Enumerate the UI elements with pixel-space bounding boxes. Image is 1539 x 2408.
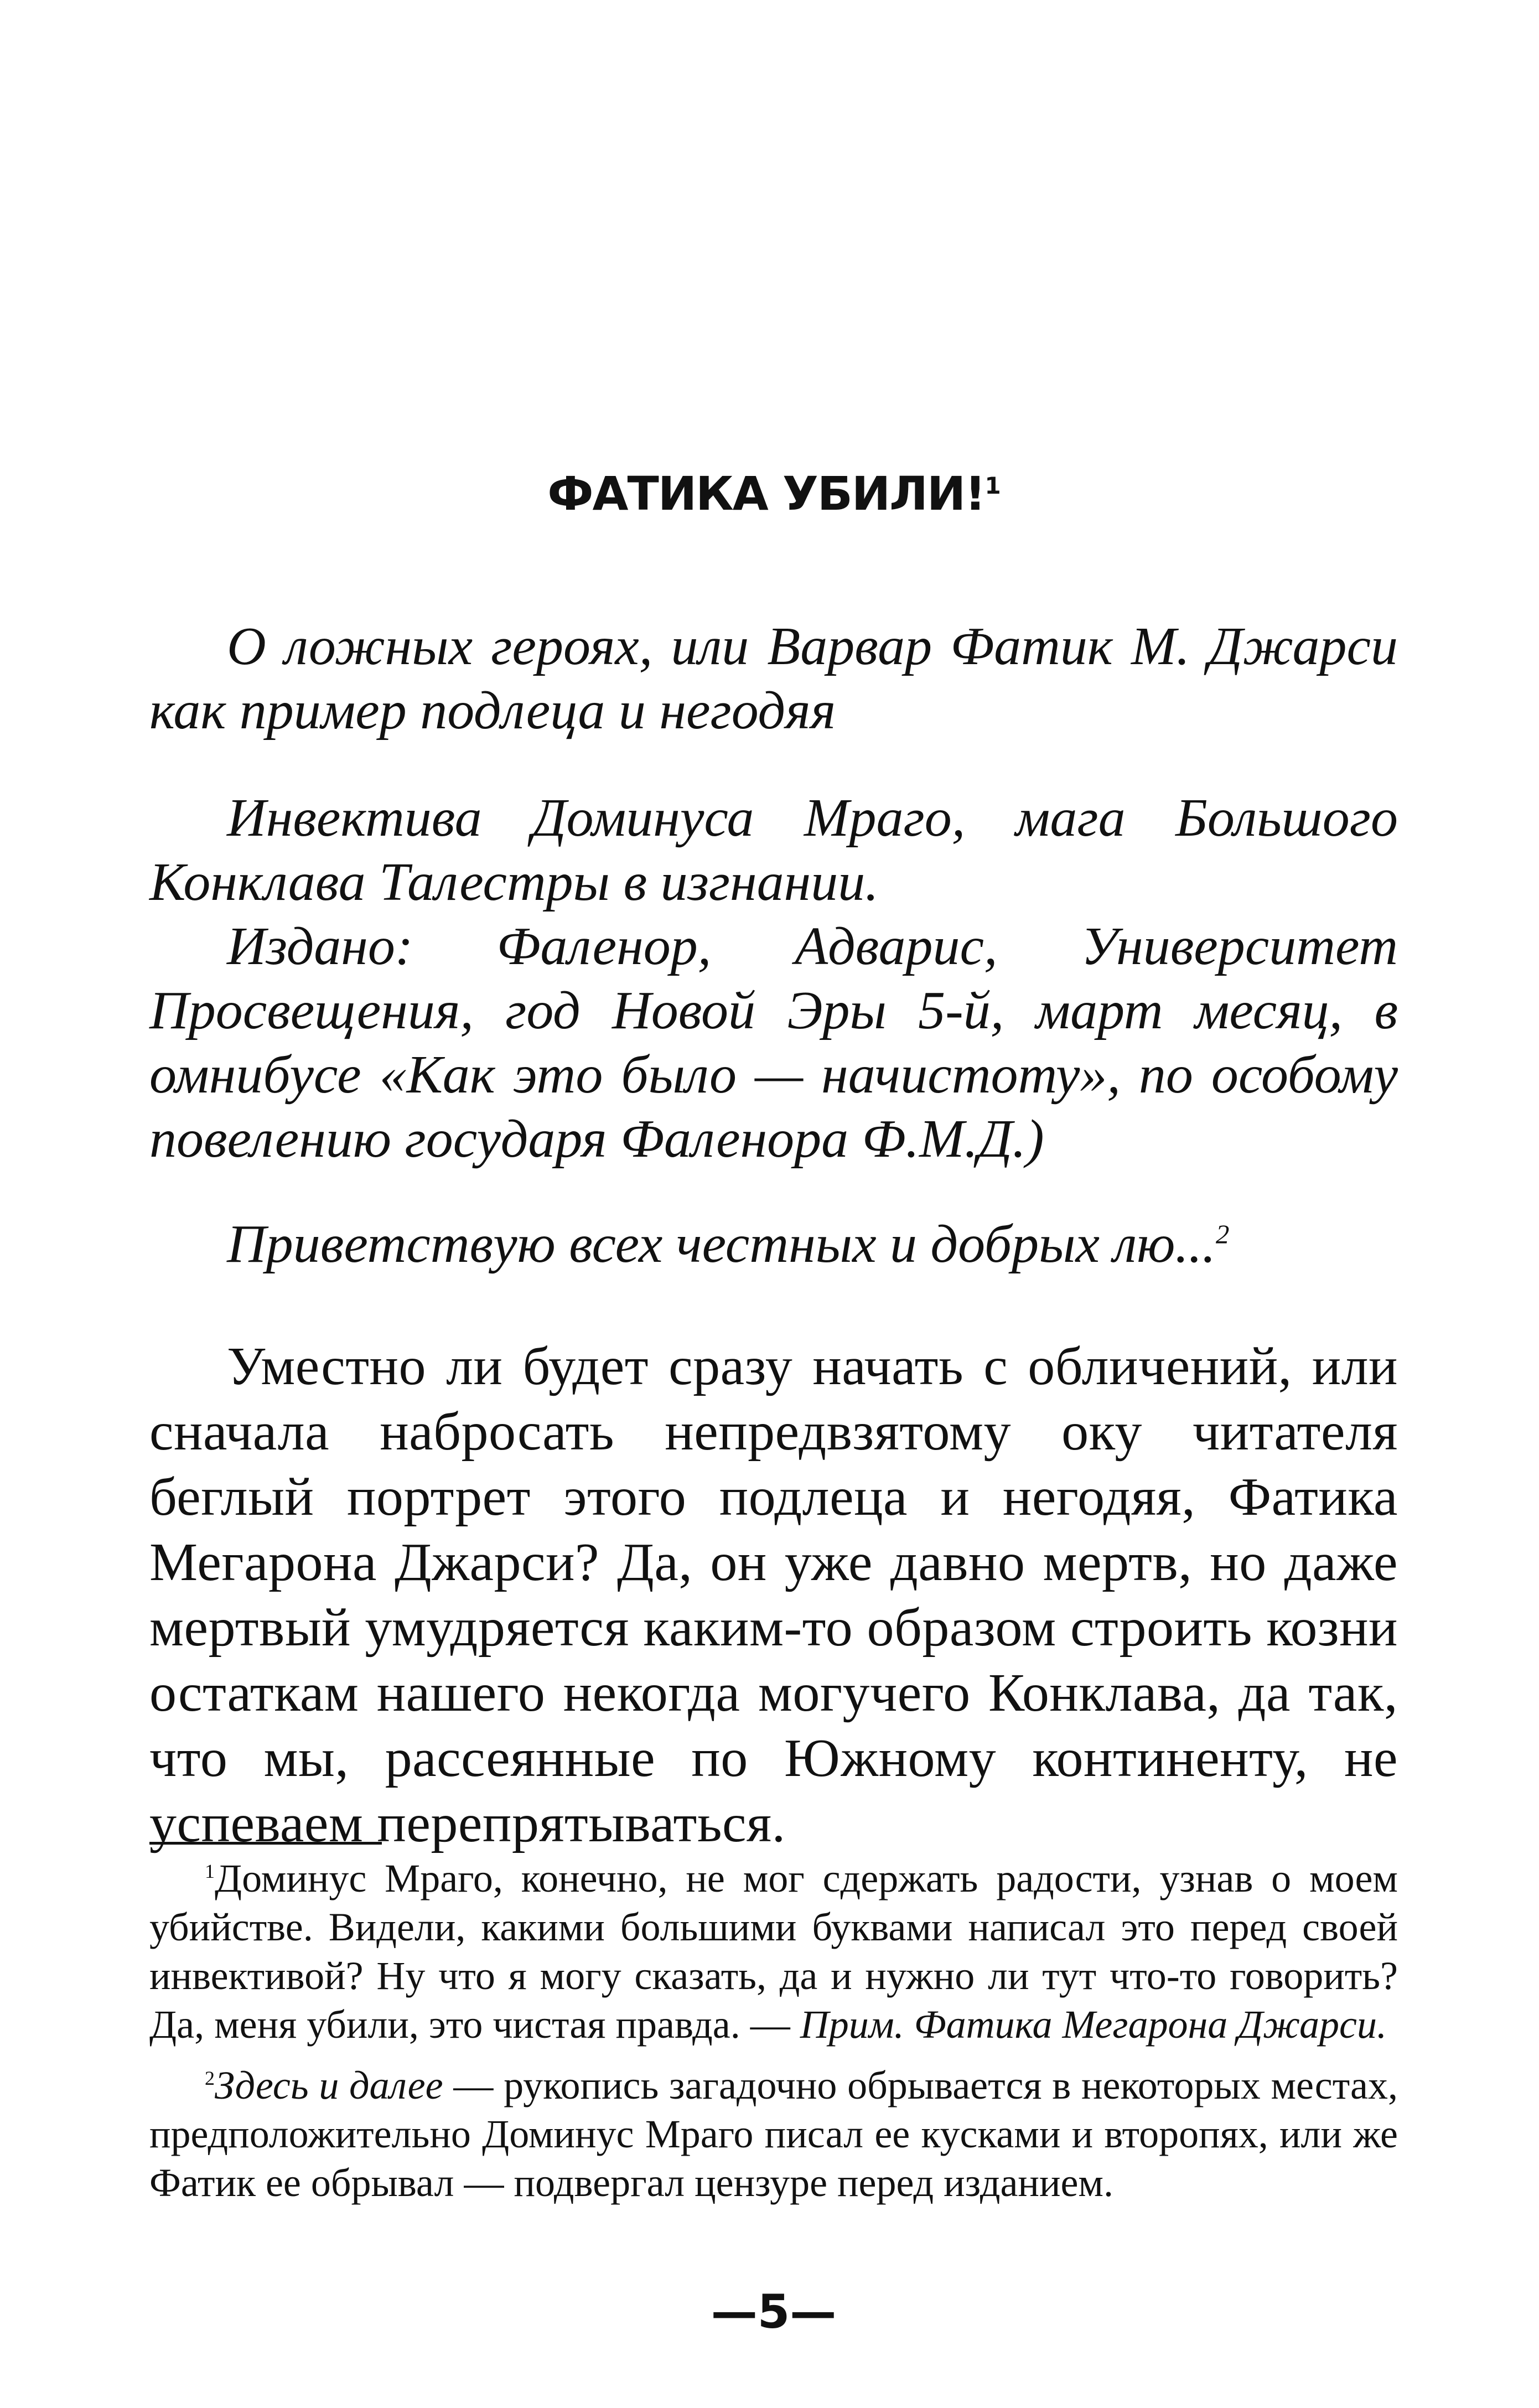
body-block <box>149 1334 1398 1856</box>
footnote-1-signature: Прим. Фатика Мегарона Джарси. <box>800 2002 1387 2047</box>
subtitle: О ложных героях, или Варвар Фатик М. Джарси как пример подлеца и негодяя <box>149 617 1398 740</box>
book-page <box>149 0 1398 2408</box>
publication-block <box>149 786 1398 1171</box>
footnote-1-number: 1 <box>205 1860 215 1882</box>
greeting-text: Приветствую всех честных и добрых лю... <box>227 1214 1216 1274</box>
footnote-2-text: — рукопись загадочно обрывается в некоторых местах, предположительно Доминус Мраго писал ее кусками и второпях, или же Фатик ее обрывал — подвергал цензуре перед изданием. <box>149 2063 1398 2205</box>
greeting <box>149 1212 1398 1276</box>
footnote-divider <box>149 1842 382 1845</box>
footnotes <box>149 1854 1398 2207</box>
footnote-ref-2: 2 <box>1215 1219 1230 1250</box>
footnote-1 <box>149 1854 1398 2049</box>
body-paragraph: Уместно ли будет сразу начать с обличений, или сначала набросать непредвзятому оку читателя беглый портрет этого подлеца и негодяя, Фатика Мегарона Джарси? Да, он уже давно мертв, но даже мертвый умудряется каким-то образом строить козни остаткам нашего некогда могучего Конклава, да так, что мы, рассеянные по Южному континенту, не успеваем перепрятываться. <box>149 1337 1398 1853</box>
footnote-2-number: 2 <box>205 2067 215 2089</box>
page-number: —5— <box>711 2285 837 2339</box>
subtitle-block <box>149 614 1398 743</box>
chapter-title-text: ФАТИКА УБИЛИ! <box>547 467 985 521</box>
invective-line: Инвектива Доминуса Мраго, мага Большого Конклава Талестры в изгнании. <box>149 788 1398 912</box>
chapter-title <box>149 467 1398 521</box>
footnote-2 <box>149 2061 1398 2207</box>
footnote-2-lead: Здесь и далее <box>215 2063 443 2107</box>
footnote-ref-1: 1 <box>984 472 1000 499</box>
greeting-block <box>149 1212 1398 1276</box>
footnote-1-text: Доминус Мраго, конечно, не мог сдержать радости, узнав о моем убийстве. Видели, какими большими буквами написал это перед своей инвективой? Ну что я могу сказать, да и нужно ли тут что-то говорить? Да, меня убили, это чистая правда. — <box>149 1856 1398 2047</box>
published-line: Издано: Фаленор, Адварис, Университет Просвещения, год Новой Эры 5-й, март месяц, в омнибусе «Как это было — начистоту», по особому повелению государя Фаленора Ф.М.Д.) <box>149 916 1398 1169</box>
